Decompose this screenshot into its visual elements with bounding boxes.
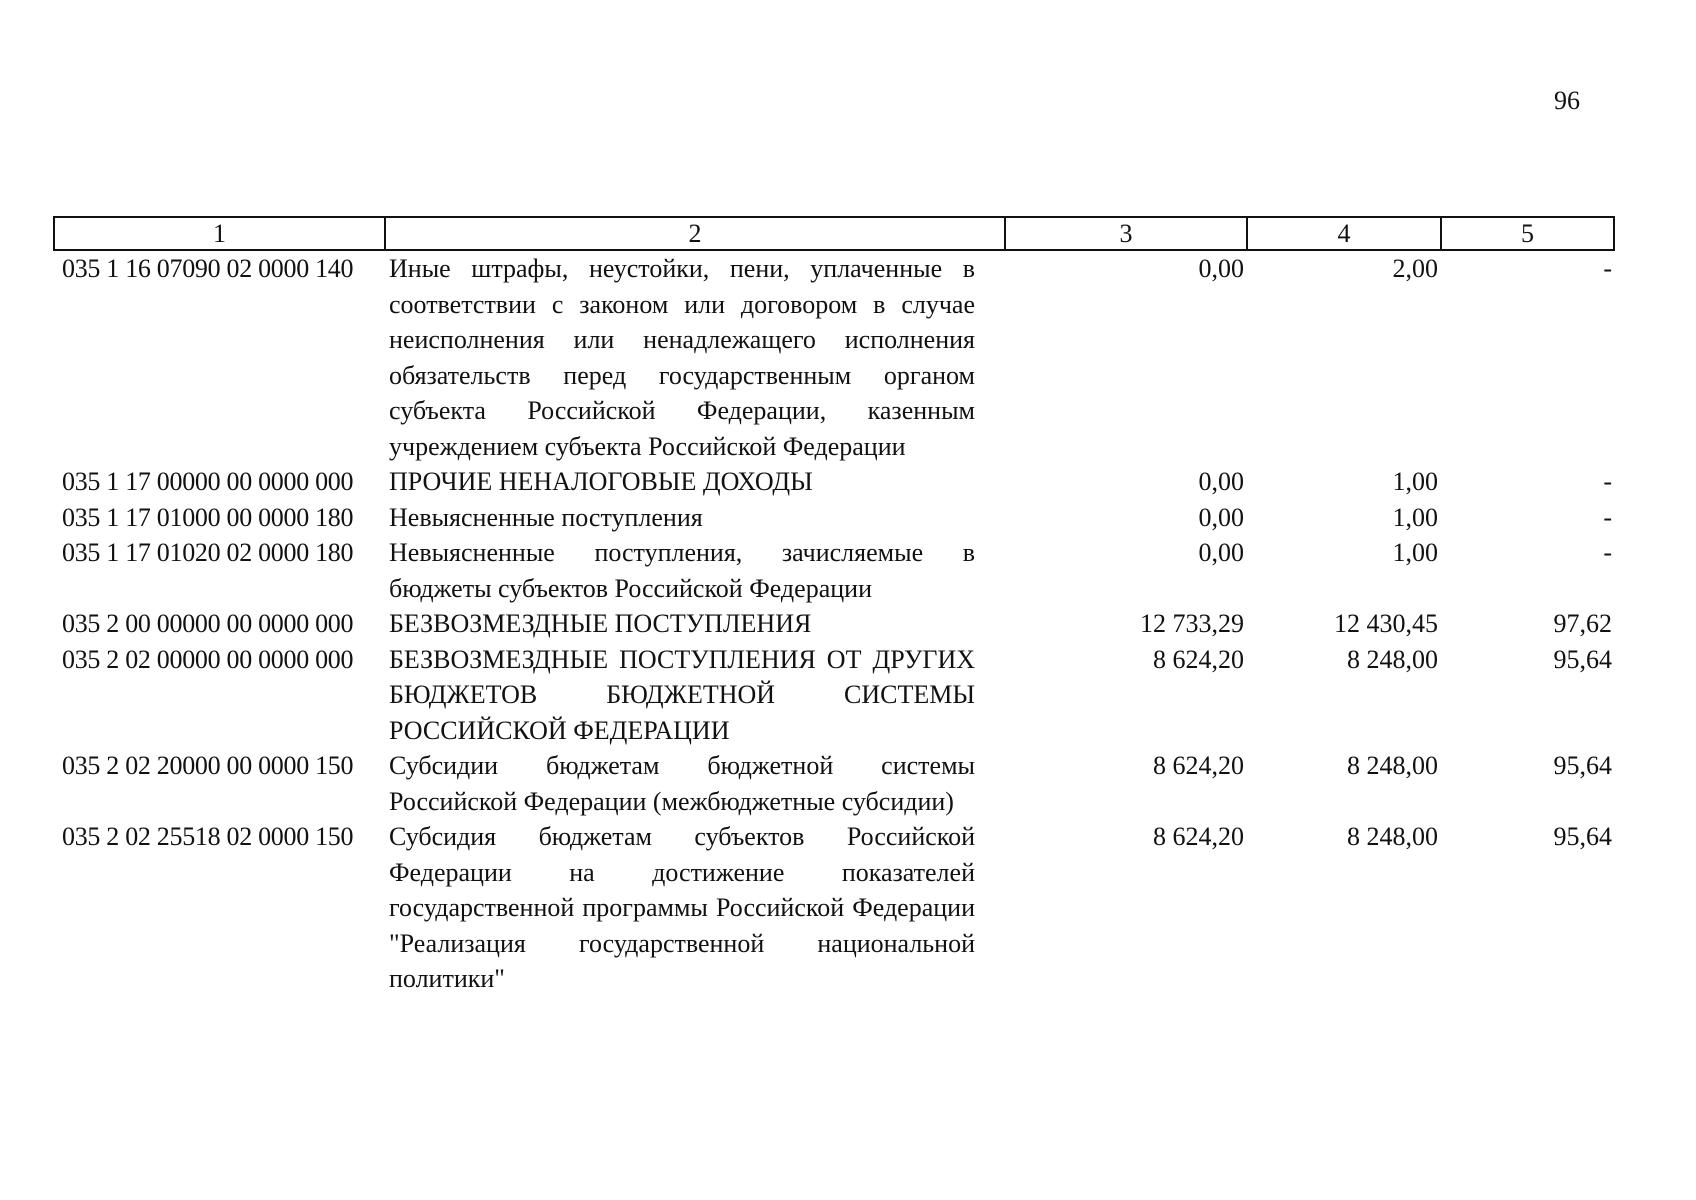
value-col3: 0,00 [1198,254,1244,283]
revenue-name: Невыясненные поступления [389,502,703,532]
table-row [54,535,1614,606]
budget-code: 035 2 02 00000 00 0000 000 [62,644,354,674]
value-col3: 0,00 [1198,467,1244,496]
revenue-name: Иные штрафы, неустойки, пени, уплаченные в соответствии с законом или договором в случае неисполнения или ненадлежащего исполнения обязательств перед государственным органом субъекта Российской Федерации, казенным учреждением субъекта Российской Федерации [389,254,975,461]
header-row [54,217,1614,250]
budget-code: 035 1 17 01000 00 0000 180 [62,502,354,532]
value-col4: 1,00 [1392,538,1438,567]
budget-code: 035 2 02 25518 02 0000 150 [62,822,354,851]
page-number: 96 [1554,86,1580,115]
value-col5: 95,64 [1553,751,1612,780]
budget-code: 035 2 02 20000 00 0000 150 [62,751,354,780]
value-col5: - [1603,538,1612,567]
revenue-name: БЕЗВОЗМЕЗДНЫЕ ПОСТУПЛЕНИЯ [389,609,812,638]
value-col4: 8 248,00 [1347,822,1438,851]
table-row [54,748,1614,819]
value-col4: 8 248,00 [1347,644,1438,674]
budget-revenue-table [53,216,1615,997]
budget-code: 035 1 17 01020 02 0000 180 [62,538,354,567]
value-col3: 8 624,20 [1153,751,1244,780]
value-col5: - [1603,467,1612,496]
value-col5: 97,62 [1553,609,1612,638]
value-col3: 8 624,20 [1153,644,1244,674]
value-col3: 0,00 [1198,538,1244,567]
revenue-name: Субсидия бюджетам субъектов Российской Федерации на достижение показателей государственной программы Российской Федерации "Реализация государственной национальной политики" [389,822,975,993]
revenue-name: Субсидии бюджетам бюджетной системы Российской Федерации (межбюджетные субсидии) [389,751,975,816]
budget-code: 035 1 16 07090 02 0000 140 [62,254,354,283]
table-row [54,464,1614,500]
table-row [54,500,1614,536]
column-header-5: 5 [1441,217,1614,250]
revenue-name: ПРОЧИЕ НЕНАЛОГОВЫЕ ДОХОДЫ [389,467,813,496]
value-col4: 12 430,45 [1334,609,1438,638]
table-body [54,250,1614,997]
value-col4: 1,00 [1392,467,1438,496]
value-col4: 1,00 [1392,502,1438,532]
value-col3: 0,00 [1198,502,1244,532]
revenue-name: Невыясненные поступления, зачисляемые в бюджеты субъектов Российской Федерации [389,538,975,603]
table-header [54,217,1614,250]
value-col5: - [1603,254,1612,283]
table-row [54,819,1614,997]
column-header-1: 1 [54,217,385,250]
value-col4: 8 248,00 [1347,751,1438,780]
value-col5: 95,64 [1553,644,1612,674]
table-row [54,250,1614,464]
table-row [54,642,1614,749]
budget-code: 035 1 17 00000 00 0000 000 [62,467,354,496]
value-col3: 12 733,29 [1140,609,1244,638]
column-header-4: 4 [1247,217,1441,250]
value-col5: 95,64 [1553,822,1612,851]
table-row [54,606,1614,642]
value-col3: 8 624,20 [1153,822,1244,851]
budget-code: 035 2 00 00000 00 0000 000 [62,609,354,638]
column-header-2: 2 [385,217,1005,250]
value-col5: - [1603,502,1612,532]
column-header-3: 3 [1005,217,1247,250]
value-col4: 2,00 [1392,254,1438,283]
revenue-name: БЕЗВОЗМЕЗДНЫЕ ПОСТУПЛЕНИЯ ОТ ДРУГИХ БЮДЖЕТОВ БЮДЖЕТНОЙ СИСТЕМЫ РОССИЙСКОЙ ФЕДЕРАЦИИ [389,644,975,745]
